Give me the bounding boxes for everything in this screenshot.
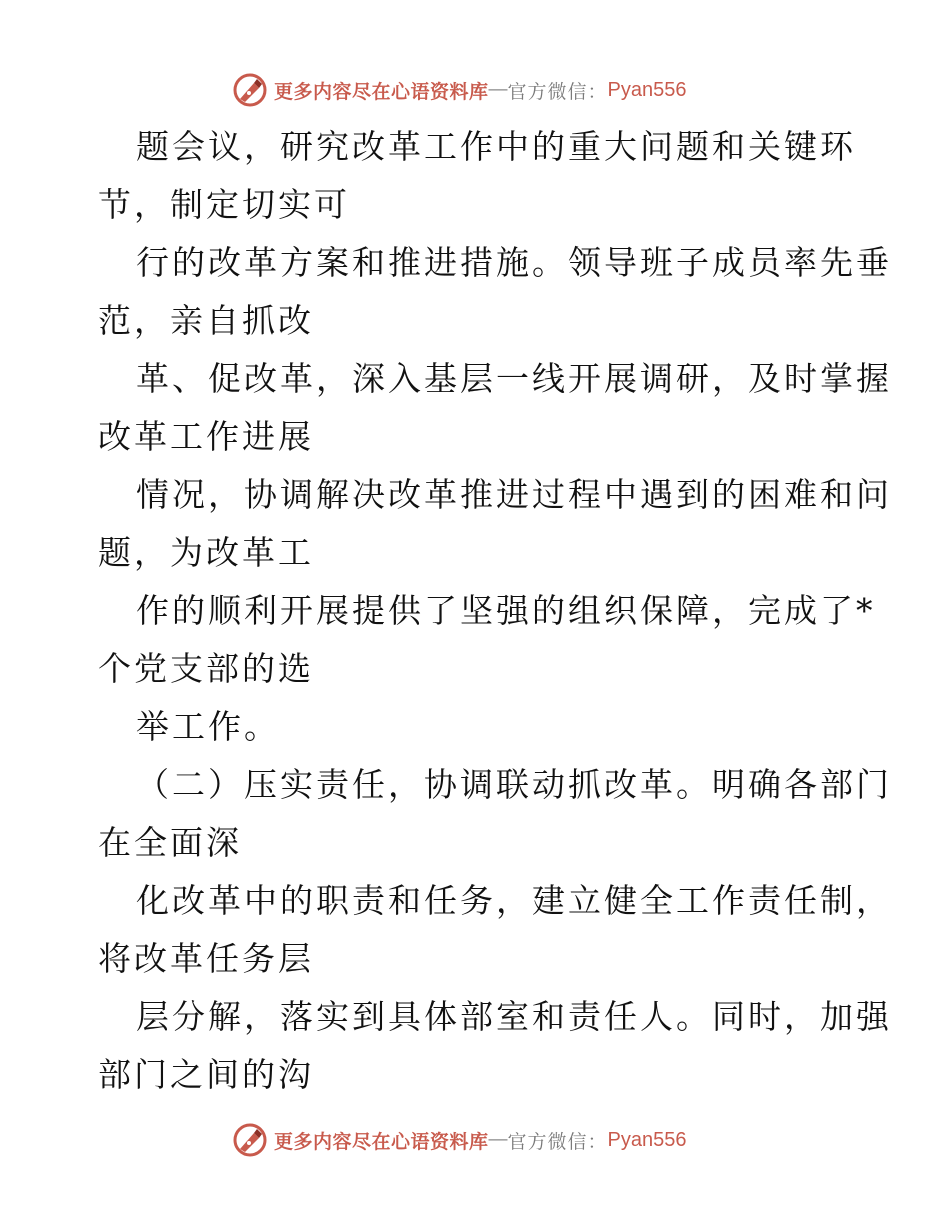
body-line: 层分解，落实到具体部室和责任人。同时，加强	[136, 997, 892, 1036]
banner-wechat-id: Pyan556	[607, 78, 687, 101]
body-line: 情况，协调解决改革推进过程中遇到的困难和问	[136, 475, 892, 514]
banner-title: 更多内容尽在心语资料库	[274, 1130, 489, 1153]
document-body	[98, 118, 892, 1104]
body-line: 个党支部的选	[98, 649, 314, 688]
body-line: 将改革任务层	[98, 939, 314, 978]
body-line: 行的改革方案和推进措施。领导班子成员率先垂	[136, 243, 892, 282]
pen-nib-logo-icon	[232, 1122, 268, 1158]
banner-dash: —	[488, 79, 508, 100]
banner-official-label: 官方微信：	[507, 1130, 608, 1153]
body-line: 化改革中的职责和任务，建立健全工作责任制，	[136, 881, 892, 920]
body-line: 革、促改革，深入基层一线开展调研，及时掌握	[136, 359, 892, 398]
body-line: 部门之间的沟	[98, 1055, 314, 1094]
pen-nib-logo-icon	[232, 72, 268, 108]
body-line: 题，为改革工	[98, 533, 314, 572]
body-line: 范，亲自抓改	[98, 301, 314, 340]
banner-title: 更多内容尽在心语资料库	[274, 80, 489, 103]
banner-dash: —	[488, 1129, 508, 1150]
body-line: 题会议，研究改革工作中的重大问题和关键环	[136, 127, 856, 166]
banner-wechat-id: Pyan556	[607, 1128, 687, 1151]
body-line: 在全面深	[98, 823, 242, 862]
banner-official-label: 官方微信：	[507, 80, 608, 103]
footer-banner	[232, 1120, 687, 1160]
body-line: 节，制定切实可	[98, 185, 350, 224]
header-banner	[232, 70, 687, 110]
body-line: 举工作。	[136, 707, 280, 746]
body-line: 作的顺利开展提供了坚强的组织保障，完成了*	[136, 591, 876, 630]
section-heading-line: （二）压实责任，协调联动抓改革。明确各部门	[136, 765, 892, 804]
body-line: 改革工作进展	[98, 417, 314, 456]
